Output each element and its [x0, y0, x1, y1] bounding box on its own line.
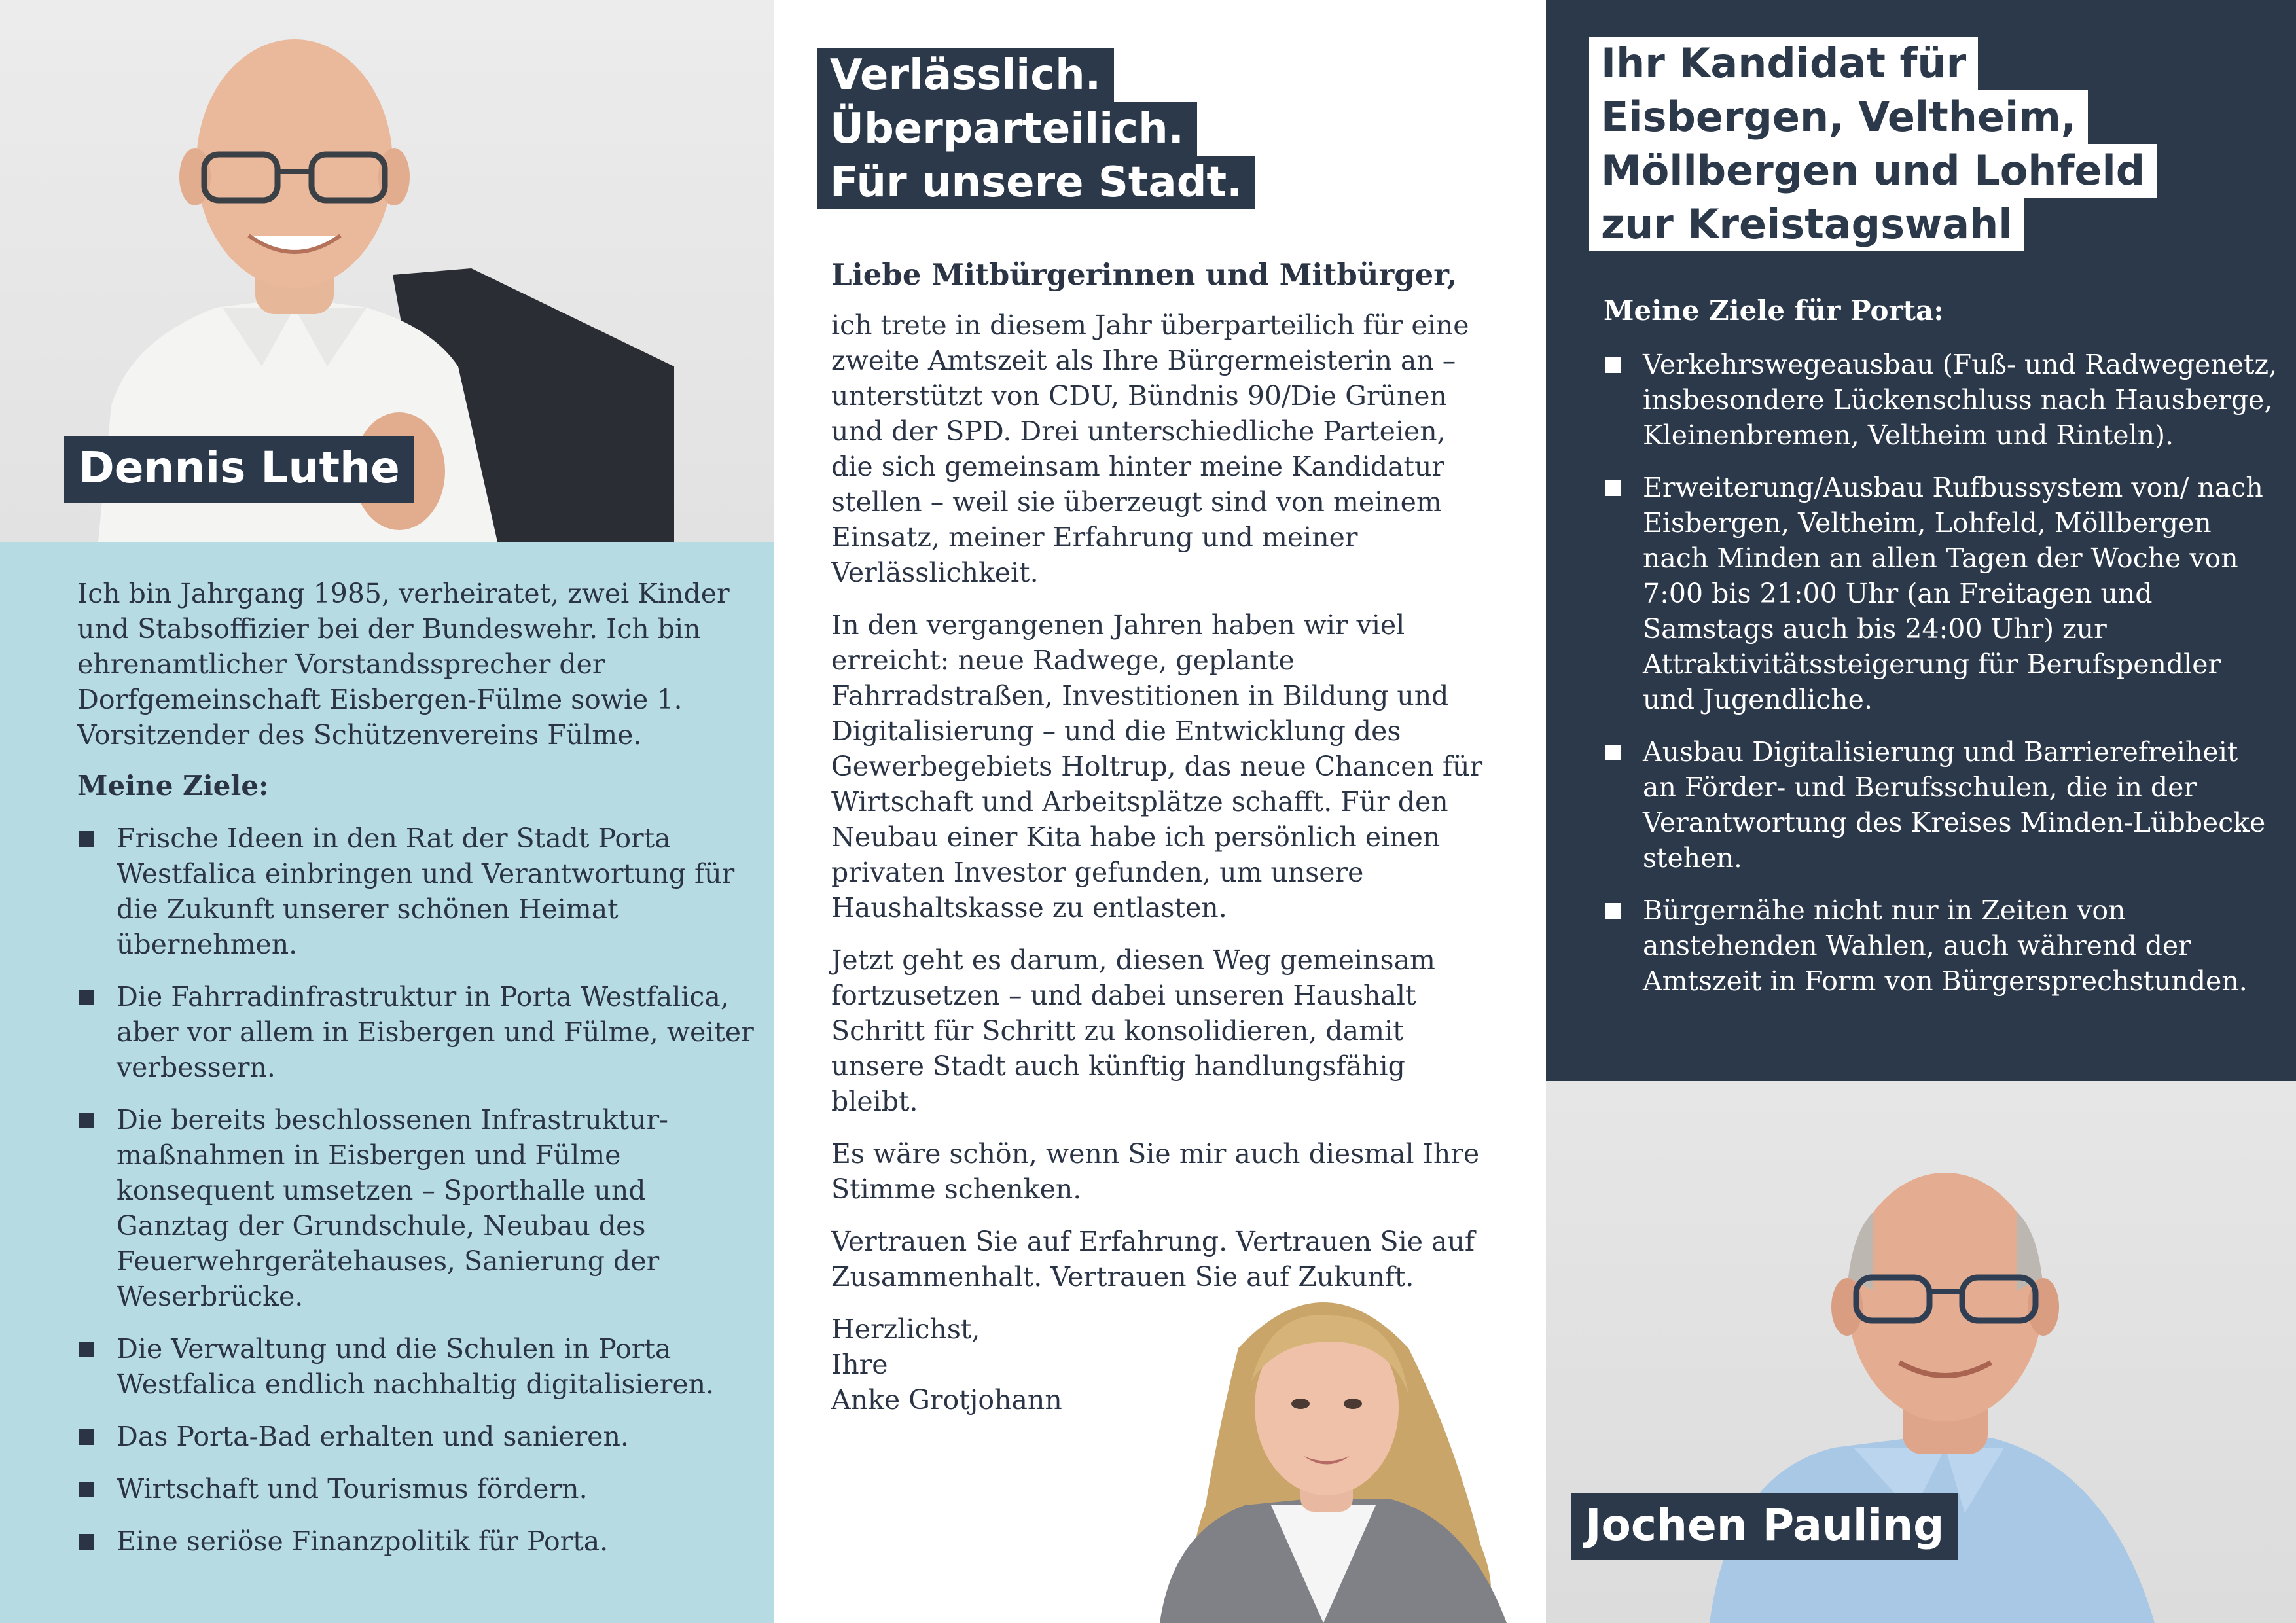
jochen-pauling-name-tag: Jochen Pauling — [1571, 1493, 1958, 1560]
right-column — [1546, 0, 2296, 1623]
square-bullet-icon — [79, 990, 94, 1005]
closing-line: Herzlichst, — [831, 1313, 980, 1345]
luthe-intro: Ich bin Jahrgang 1985, verheiratet, zwei Kinder und Stabsoffizier bei der Bundeswehr. Ich bin ehrenamtlicher Vorstandssprecher der Dorfgemeinschaft Eisbergen-Fülme sowie 1. Vorsitzender des Schützenvereins Fülme. — [77, 578, 730, 751]
signature-name: Anke Grotjohann — [831, 1384, 1062, 1416]
middle-column — [774, 0, 1546, 1623]
square-bullet-icon — [79, 1342, 94, 1357]
list-item: Wirtschaft und Tourismus fördern. — [77, 1471, 758, 1507]
list-item: Die Fahrradinfrastruktur in Porta Westfalica, aber vor allem in Eisbergen und Fülme, weiter verbessern. — [77, 979, 758, 1085]
square-bullet-icon — [1605, 903, 1621, 919]
left-content — [77, 576, 758, 1576]
square-bullet-icon — [79, 1429, 94, 1445]
headline-line: Eisbergen, Veltheim, — [1589, 90, 2088, 144]
right-headline — [1589, 37, 2157, 251]
luthe-goals-list — [77, 821, 758, 1559]
square-bullet-icon — [1605, 745, 1621, 760]
headline-line: Verlässlich. — [817, 48, 1114, 102]
right-content — [1604, 293, 2278, 1016]
middle-headline — [817, 48, 1255, 209]
square-bullet-icon — [79, 1482, 94, 1497]
headline-line: zur Kreistagswahl — [1589, 198, 2024, 251]
dennis-luthe-name-tag: Dennis Luthe — [64, 436, 414, 503]
square-bullet-icon — [79, 1113, 94, 1128]
square-bullet-icon — [1605, 480, 1621, 496]
list-item: Bürgernähe nicht nur in Zeiten von anstehenden Wahlen, auch während der Amtszeit in Form von Bürgersprechstunden. — [1604, 893, 2278, 999]
letter-paragraph: Jetzt geht es darum, diesen Weg gemeinsam fortzusetzen – und dabei unseren Haushalt Schritt für Schritt zu konsolidieren, damit unsere Stadt auch künftig handlungsfähig bleibt. — [831, 944, 1435, 1117]
headline-line: Ihr Kandidat für — [1589, 37, 1978, 90]
headline-line: Für unsere Stadt. — [817, 156, 1255, 209]
list-item: Erweiterung/Ausbau Rufbussystem von/ nach Eisbergen, Veltheim, Lohfeld, Möllbergen nach Minden an allen Tagen der Woche von 7:00 bis 21:00 Uhr (an Freitagen und Samstags auch bis 24:00 Uhr) zur Attraktivitätssteigerung für Berufspendler und Jugendliche. — [1604, 470, 2278, 717]
square-bullet-icon — [79, 831, 94, 847]
letter-greeting: Liebe Mitbürgerinnen und Mitbürger, — [831, 257, 1458, 292]
list-item: Die bereits beschlossenen Infrastrukturmaßnahmen in Eisbergen und Fülme konsequent umsetzen – Sporthalle und Ganztag der Grundschule, Neubau des Feuerwehrgerätehauses, Sanierung der Weserbrücke. — [77, 1102, 758, 1314]
letter-closing — [831, 1311, 1492, 1418]
closing-line: Ihre — [831, 1349, 888, 1380]
letter-paragraph: Es wäre schön, wenn Sie mir auch diesmal Ihre Stimme schenken. — [831, 1138, 1480, 1205]
headline-line: Möllbergen und Lohfeld — [1589, 144, 2157, 198]
letter-paragraph: Vertrauen Sie auf Erfahrung. Vertrauen Sie auf Zusammenhalt. Vertrauen Sie auf Zukunft. — [831, 1226, 1475, 1293]
list-item: Ausbau Digitalisierung und Barrierefreiheit an Förder- und Berufsschulen, die in der Verantwortung des Kreises Minden-Lübbecke stehen. — [1604, 734, 2278, 876]
letter-paragraph: In den vergangenen Jahren haben wir viel erreicht: neue Radwege, geplante Fahrradstraßen, Investitionen in Bildung und Digitalisierung – und die Entwicklung des Gewerbegebiets Holtrup, das neue Chancen für Wirtschaft und Arbeitsplätze schafft. Für den Neubau einer Kita habe ich persönlich einen privaten Investor gefunden, um unsere Haushaltskasse zu entlasten. — [831, 609, 1483, 923]
pauling-goals-heading: Meine Ziele für Porta: — [1604, 294, 1944, 327]
pauling-goals-list — [1604, 347, 2278, 999]
square-bullet-icon — [79, 1534, 94, 1550]
list-item: Das Porta-Bad erhalten und sanieren. — [77, 1419, 758, 1454]
luthe-goals-heading: Meine Ziele: — [77, 770, 269, 802]
headline-line: Überparteilich. — [817, 102, 1197, 156]
list-item: Die Verwaltung und die Schulen in Porta Westfalica endlich nachhaltig digitalisieren. — [77, 1331, 758, 1402]
list-item: Frische Ideen in den Rat der Stadt Porta Westfalica einbringen und Verantwortung für die Zukunft unserer schönen Heimat übernehmen. — [77, 821, 758, 962]
letter-body — [831, 257, 1492, 1418]
list-item: Eine seriöse Finanzpolitik für Porta. — [77, 1524, 758, 1559]
left-column — [0, 0, 774, 1623]
list-item: Verkehrswegeausbau (Fuß- und Radwegenetz, insbesondere Lückenschluss nach Hausberge, Kleinenbremen, Veltheim und Rinteln). — [1604, 347, 2278, 453]
square-bullet-icon — [1605, 357, 1621, 373]
letter-paragraph: ich trete in diesem Jahr überparteilich für eine zweite Amtszeit als Ihre Bürgermeisterin an – unterstützt von CDU, Bündnis 90/Die Grünen und der SPD. Drei unterschiedliche Parteien, die sich gemeinsam hinter meine Kandidatur stellen – weil sie überzeugt sind von meinem Einsatz, meiner Erfahrung und meiner Verlässlichkeit. — [831, 310, 1469, 588]
